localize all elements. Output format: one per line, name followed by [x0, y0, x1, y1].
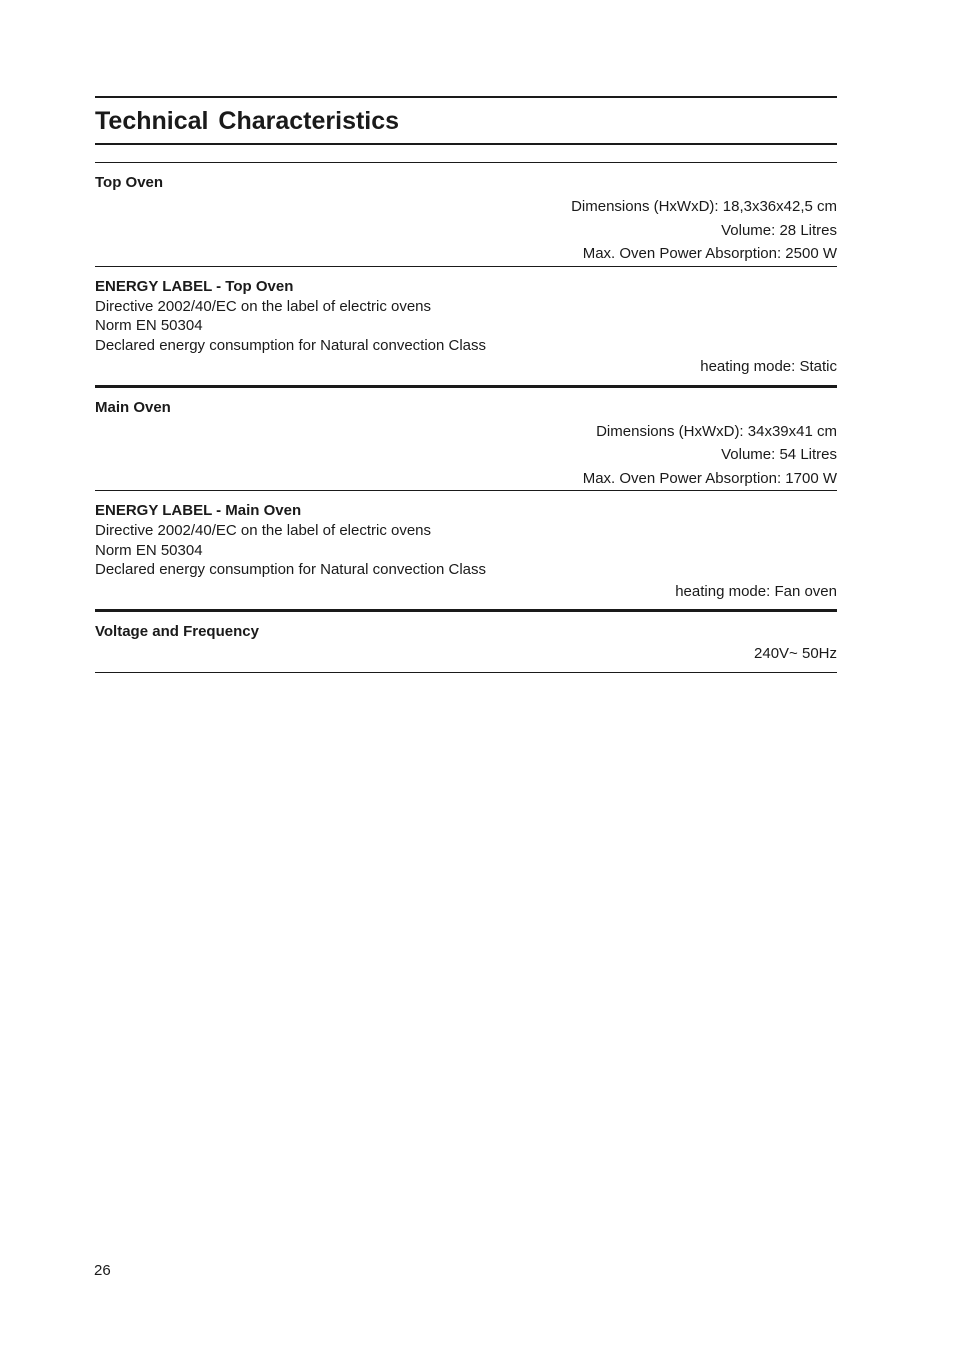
- main-oven-heading: Main Oven: [95, 398, 171, 416]
- page-title: Technical Characteristics: [95, 107, 400, 135]
- section-rule: [95, 672, 837, 673]
- energy-main-norm: Norm EN 50304: [95, 541, 203, 559]
- energy-top-heading: ENERGY LABEL - Top Oven: [95, 277, 294, 295]
- main-oven-volume: Volume: 54 Litres: [721, 446, 837, 463]
- main-oven-specs: [95, 418, 837, 491]
- energy-top-declared: Declared energy consumption for Natural convection Class: [95, 336, 487, 354]
- document-page: [95, 96, 837, 673]
- energy-main-heading: ENERGY LABEL - Main Oven: [95, 502, 302, 519]
- top-oven-heading: Top Oven: [95, 174, 164, 191]
- main-oven-section: [95, 388, 837, 491]
- main-oven-power: Max. Oven Power Absorption: 1700 W: [582, 469, 837, 487]
- voltage-value: 240V~ 50Hz: [754, 645, 837, 662]
- energy-top-norm: Norm EN 50304: [95, 317, 203, 334]
- page-number: 26: [94, 1262, 111, 1279]
- top-oven-section: [95, 163, 837, 266]
- energy-top-directive: Directive 2002/40/EC on the label of electric ovens: [95, 297, 432, 315]
- energy-main-section: [95, 491, 837, 609]
- top-oven-specs: [95, 193, 837, 266]
- title-gap: [95, 145, 837, 162]
- energy-main-declared: Declared energy consumption for Natural convection Class: [95, 561, 487, 578]
- top-oven-volume: Volume: 28 Litres: [721, 221, 837, 239]
- voltage-heading: Voltage and Frequency: [95, 623, 259, 640]
- voltage-section: [95, 612, 837, 672]
- energy-top-section: [95, 267, 837, 385]
- top-oven-power: Max. Oven Power Absorption: 2500 W: [582, 245, 837, 262]
- energy-top-heating-mode: heating mode: Static: [700, 358, 837, 375]
- main-oven-dimensions: Dimensions (HxWxD): 34x39x41 cm: [596, 422, 837, 440]
- energy-main-heating-mode: heating mode: Fan oven: [675, 582, 837, 600]
- top-oven-dimensions: Dimensions (HxWxD): 18,3x36x42,5 cm: [571, 198, 837, 215]
- energy-main-directive: Directive 2002/40/EC on the label of electric ovens: [95, 522, 432, 539]
